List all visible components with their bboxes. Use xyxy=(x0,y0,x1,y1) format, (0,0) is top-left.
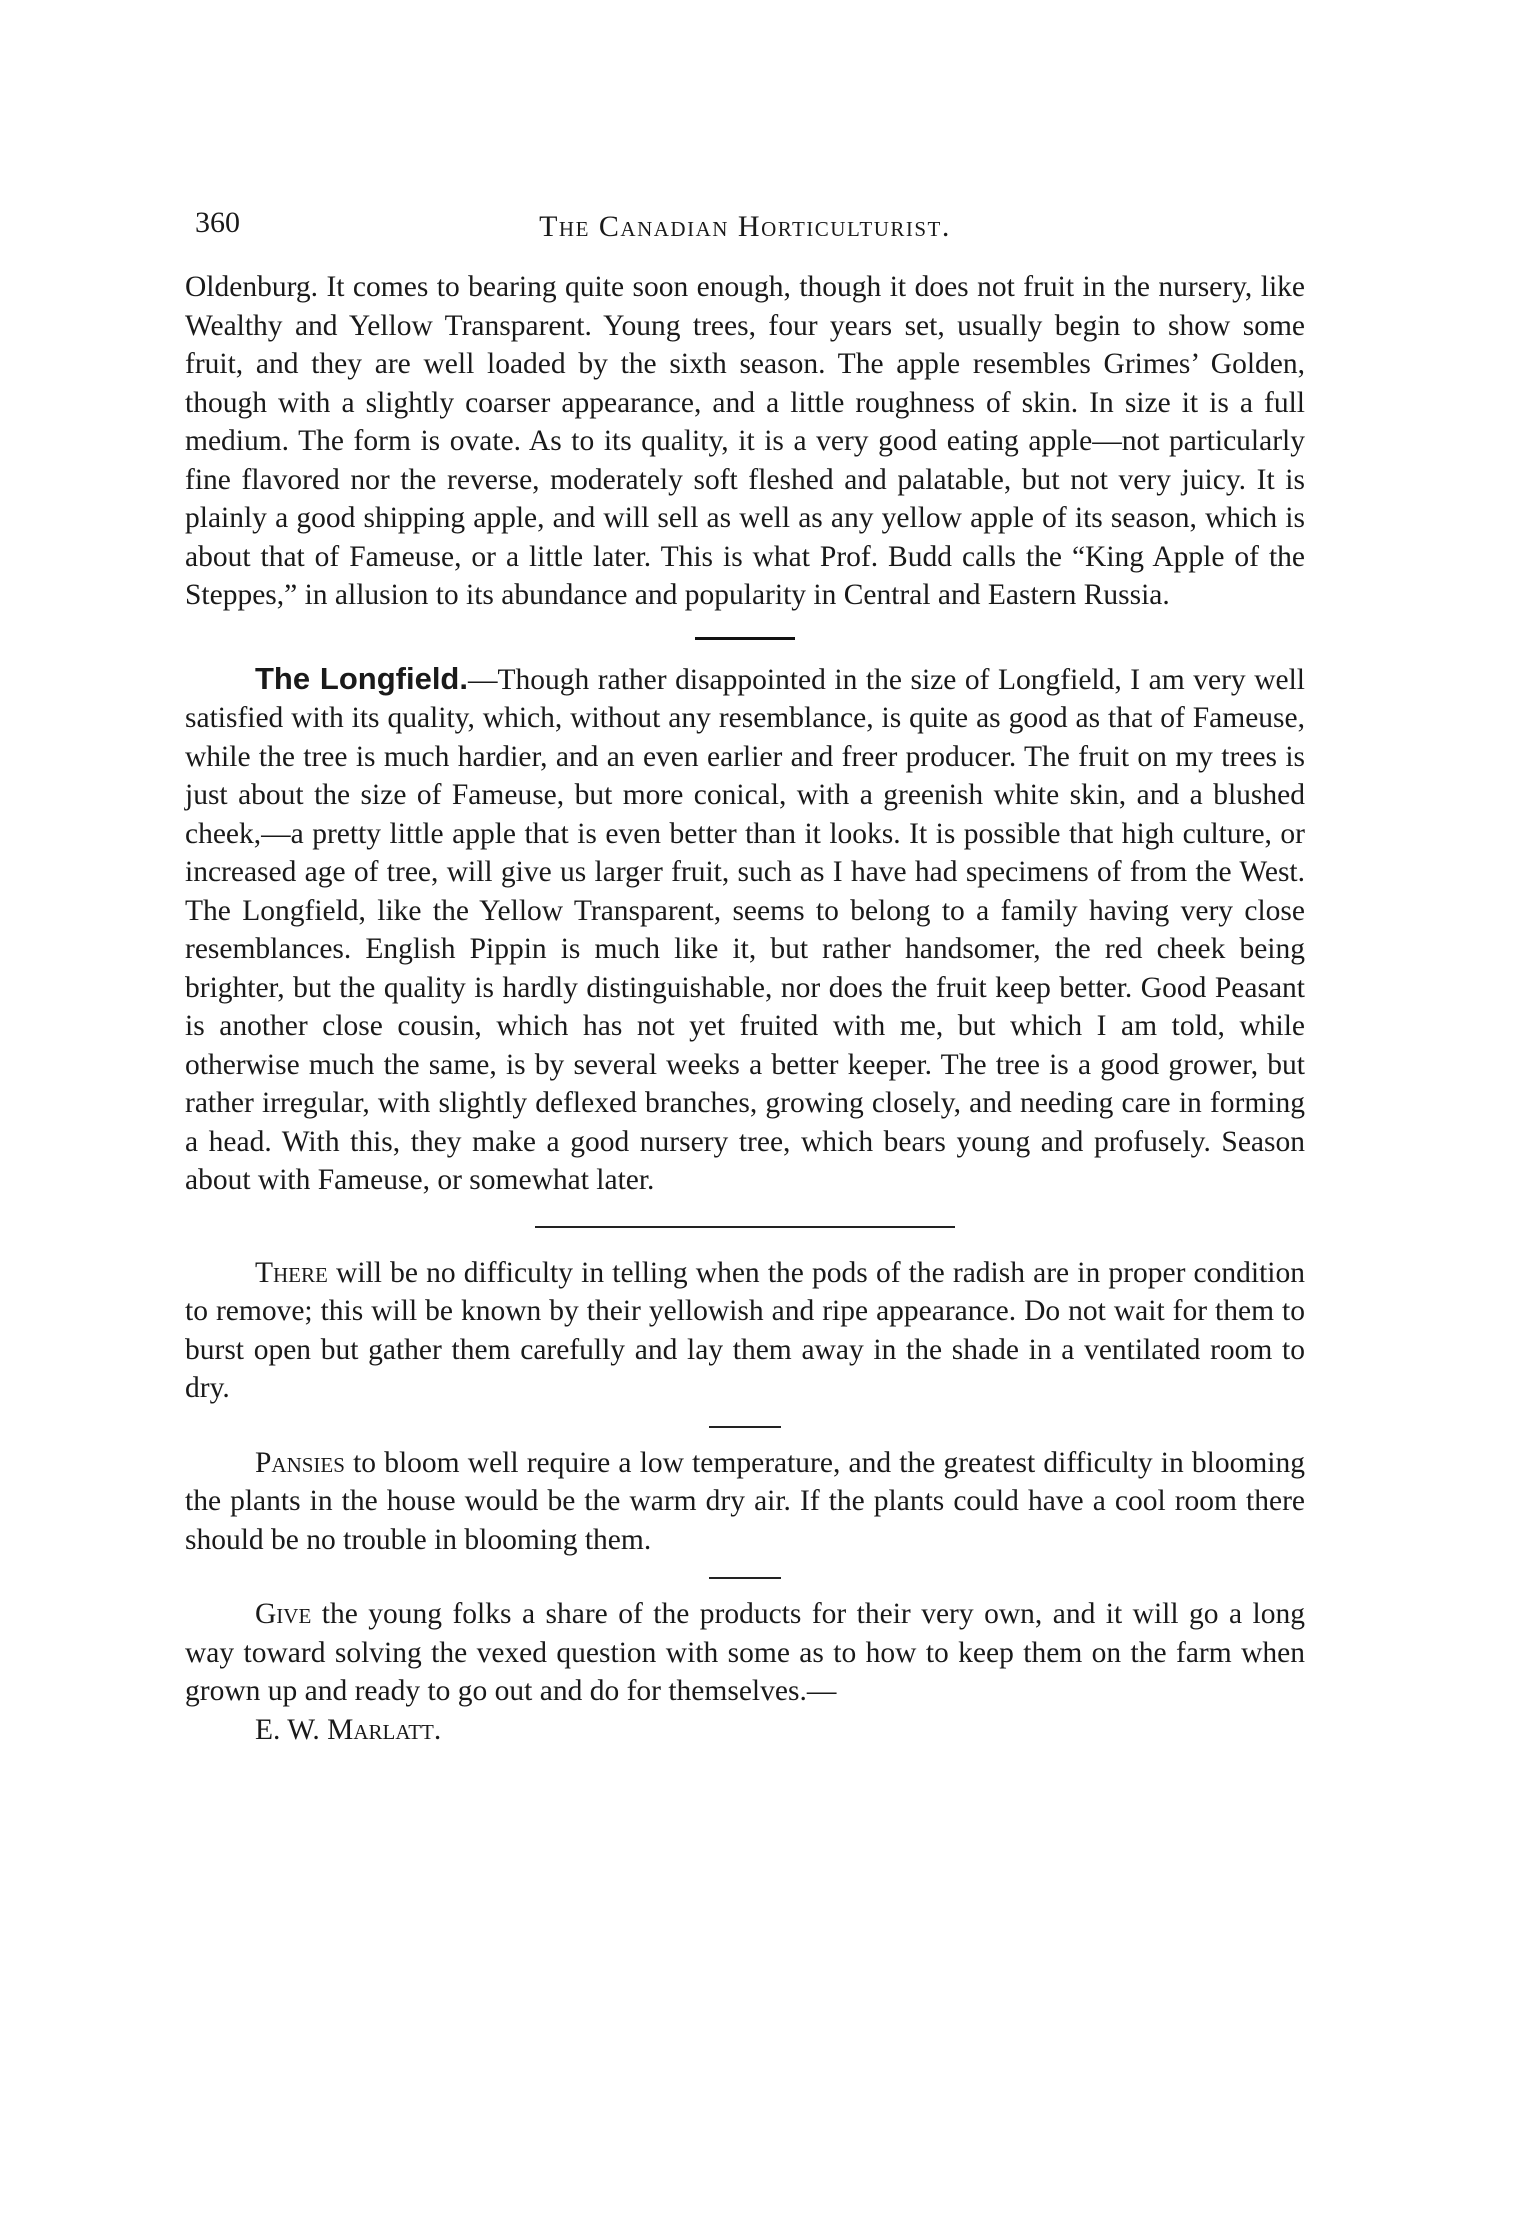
paragraph-pansies-body: to bloom well require a low temperature, and the greatest difficulty in blooming the plants in the house would be the warm dry air. If the plants could have a cool room there should be no trouble in blooming them. xyxy=(185,1446,1305,1556)
paragraph-give xyxy=(185,1595,1305,1749)
document-page xyxy=(185,200,1305,1749)
paragraph-oldenburg: Oldenburg. It comes to bearing quite soon enough, though it does not fruit in the nursery, like Wealthy and Yellow Transparent. Young trees, four years set, usually begin to show some fruit, and they are well loaded by the sixth season. The apple resembles Grimes’ Golden, though with a slightly coarser appearance, and a little roughness of skin. In size it is a full medium. The form is ovate. As to its quality, it is a very good eating apple—not particularly fine flavored nor the reverse, moderately soft fleshed and palatable, but not very juicy. It is plainly a good shipping apple, and will sell as well as any yellow apple of its season, which is about that of Fameuse, or a little later. This is what Prof. Budd calls the “King Apple of the Steppes,” in allusion to its abundance and popularity in Central and Eastern Russia. xyxy=(185,271,1305,611)
page-header xyxy=(185,200,1305,260)
paragraph-radish xyxy=(185,1254,1305,1408)
running-title: The Canadian Horticulturist. xyxy=(539,210,951,243)
paragraph-longfield-body: —Though rather disappointed in the size of Longfield, I am very well satisfied with its quality, which, without any resemblance, is quite as good as that of Fameuse, while the tree is much hardier, and an even earlier and freer producer. The fruit on my trees is just about the size of Fameuse, but more conical, with a greenish white skin, and a blushed cheek,—a pretty little apple that is even better than it looks. It is possible that high culture, or increased age of tree, will give us larger fruit, such as I have had specimens of from the West. The Longfield, like the Yellow Transparent, seems to belong to a family having very close resemblances. English Pippin is much like it, but rather handsomer, the red cheek being brighter, but the quality is hardly distinguishable, nor does the fruit keep better. Good Peasant is another close cousin, which has not yet fruited with me, but which I am told, while otherwise much the same, is by several weeks a better keeper. The tree is a good grower, but rather irregular, with slightly deflexed branches, growing closely, and needing care in forming a head. With this, they make a good nursery tree, which bears young and profusely. Season about with Fameuse, or somewhat later. xyxy=(185,663,1305,1196)
section-divider xyxy=(709,1577,781,1579)
paragraph-radish-body: will be no difficulty in telling when the pods of the radish are in proper condition to remove; this will be known by their yellowish and ripe appearance. Do not wait for them to burst open but gather them carefully and lay them away in the shade in a ventilated room to dry. xyxy=(185,1256,1305,1404)
paragraph-lead-word: Pansies xyxy=(255,1446,345,1479)
paragraph-lead-word: Give xyxy=(255,1598,312,1630)
paragraph-give-body: the young folks a share of the products for their very own, and it will go a long way toward solving the vexed question with some as to how to keep them on the farm when grown up and ready to go out and do for themselves.— xyxy=(185,1598,1305,1707)
author-signature: E. W. Marlatt. xyxy=(255,1713,442,1746)
section-divider xyxy=(535,1226,955,1228)
section-heading: The Longfield. xyxy=(255,660,468,696)
page-number: 360 xyxy=(195,206,240,239)
paragraph-longfield xyxy=(185,660,1305,1200)
section-divider xyxy=(709,1426,781,1428)
paragraph-pansies xyxy=(185,1444,1305,1560)
section-divider xyxy=(695,637,795,640)
paragraph-lead-word: There xyxy=(255,1256,328,1289)
